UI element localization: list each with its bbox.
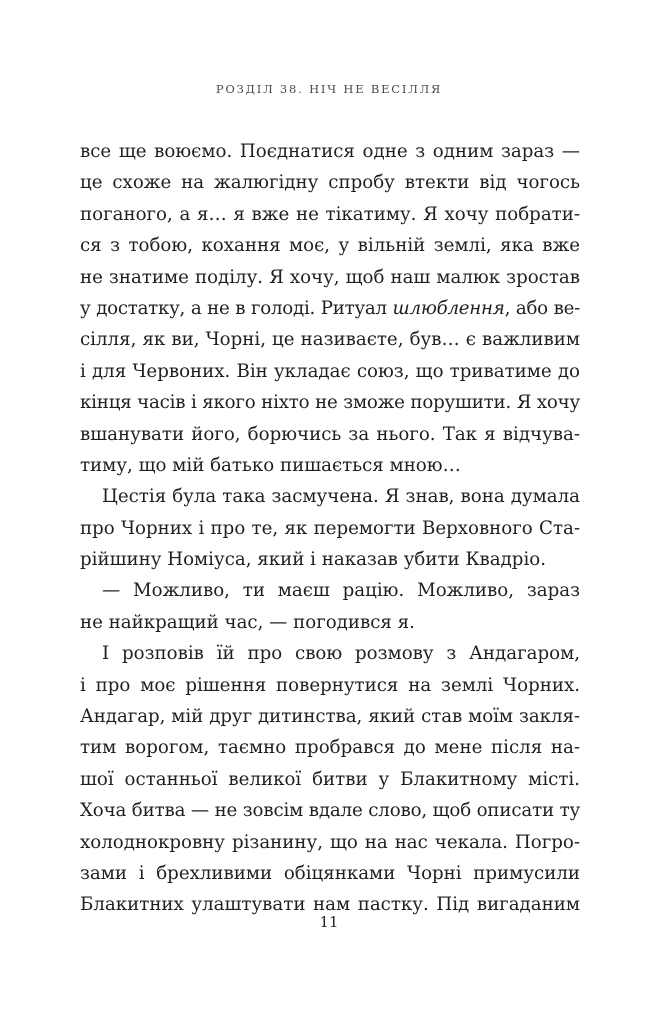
line-text-before-italic: у достатку, а не в голоді. Ритуал [80, 297, 393, 319]
text-line: і для Червоних. Він укладає союз, що триватиме до [80, 360, 580, 382]
text-line: про Чорних і про те, як перемогти Верховного Ста- [80, 517, 580, 539]
text-line: ся з тобою, кохання моє, у вільній землі, яка вже [80, 235, 580, 257]
text-line: кінця часів і якого ніхто не зможе порушити. Я хочу [80, 392, 580, 414]
text-line: не найкращий час, — погодився я. [80, 611, 415, 633]
text-line: шої останньої великої битви у Блакитному місті. [80, 768, 580, 790]
paragraph-first-line: І розповів їй про свою розмову з Андагаром, [102, 643, 580, 665]
text-line: рійшину Номіуса, який і наказав убити Квадріо. [80, 549, 546, 571]
dialogue-line: — Можливо, ти маєш рацію. Можливо, зараз [102, 580, 580, 602]
text-line: поганого, а я… я вже не тікатиму. Я хочу побрати- [80, 203, 580, 225]
text-line: тим ворогом, таємно пробрався до мене після на- [80, 737, 580, 759]
text-line: сілля, як ви, Чорні, це називаєте, був… є важливим [80, 329, 580, 351]
text-line: зами і брехливими обіцянками Чорні примусили [80, 862, 580, 884]
text-line: Блакитних улаштувати нам пастку. Під вигаданим [80, 894, 580, 916]
text-line: Хоча битва — не зовсім вдале слово, щоб описати ту [80, 800, 581, 822]
body-text [80, 136, 580, 921]
running-head: РОЗДІЛ 38. НІЧ НЕ ВЕСІЛЛЯ [215, 82, 443, 96]
text-line: холоднокровну різанину, що на нас чекала. Погро- [80, 831, 580, 853]
text-line: не знатиме поділу. Я хочу, щоб наш малюк зростав [80, 266, 580, 288]
line-text-after-italic: , або ве- [504, 297, 580, 319]
text-line: тиму, що мій батько пишається мною… [80, 454, 461, 476]
text-line: Андагар, мій друг дитинства, який став моїм закля- [80, 706, 580, 728]
text-line-with-italic [80, 293, 580, 324]
text-line: це схоже на жалюгідну спробу втекти від чогось [80, 172, 580, 194]
italic-term: шлюблення [392, 297, 505, 319]
page-number: 11 [319, 913, 339, 931]
text-line: вшанувати його, борючись за нього. Так я відчува- [80, 423, 580, 445]
text-line: і про моє рішення повернутися на землі Чорних. [80, 674, 580, 696]
text-line: все ще воюємо. Поєднатися одне з одним зараз — [80, 141, 580, 162]
paragraph-first-line: Цестія була така засмучена. Я знав, вона думала [102, 486, 580, 508]
